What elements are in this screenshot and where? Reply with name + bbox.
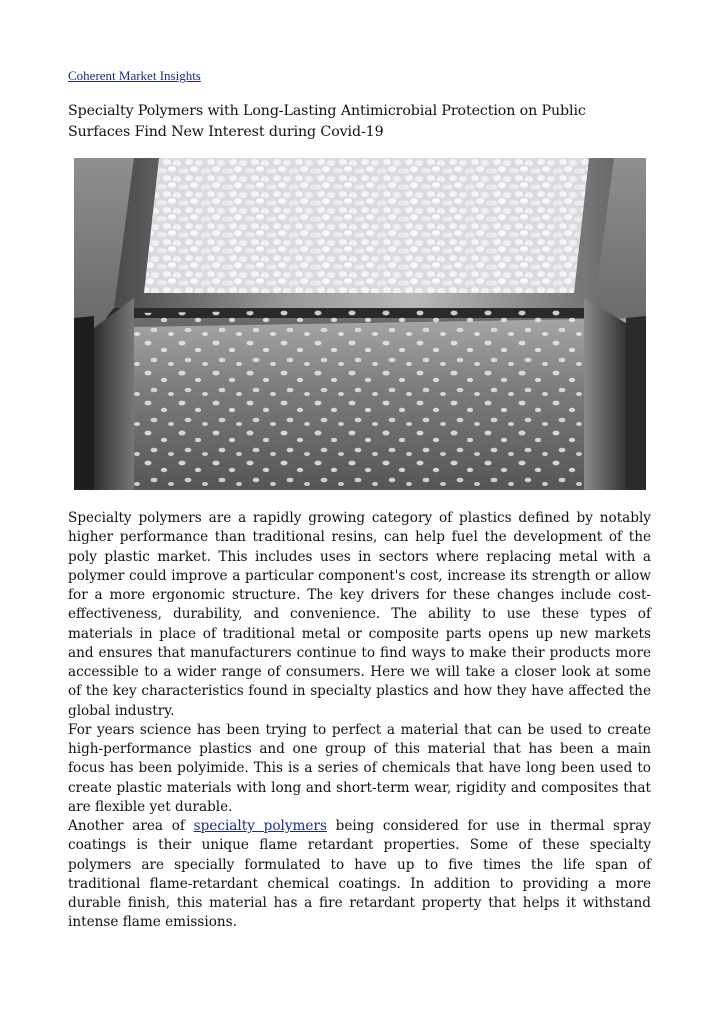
paragraph: For years science has been trying to perfect a material that can be used to create high-performance plastics and one group of this material that has been a main focus has been polyimide. This is a series of chemicals that have long been used to create plastic materials with long and short-term wear, rigidity and composites that are flexible yet durable. (68, 721, 651, 815)
paragraph-text: being considered for use in thermal spray coatings is their unique flame retardant properties. Some of these specialty polymers are specially formulated to have up to five times the life span of traditional flame-retardant chemical coatings. In addition to providing a more durable finish, this material has a fire retardant property that helps it withstand intense flame emissions. (68, 818, 651, 931)
article-title: Specialty Polymers with Long-Lasting Antimicrobial Protection on Public Surfaces Find New Interest during Covid-19 (68, 103, 586, 140)
polymer-pellets-photo (74, 158, 646, 490)
specialty-polymers-link[interactable]: specialty polymers (193, 818, 327, 834)
paragraph: Specialty polymers are a rapidly growing category of plastics defined by notably higher performance than traditional resins, can help fuel the development of the poly plastic market. This includes uses in sectors where replacing metal with a polymer could improve a particular component's cost, increase its strength or allow for a more ergonomic structure. The key drivers for these changes include cost-effectiveness, durability, and convenience. The ability to use these types of materials in place of traditional metal or composite parts opens up new markets and ensures that manufacturers continue to find ways to make their products more accessible to a wider range of consumers. Here we will take a closer look at some of the key characteristics found in specialty plastics and how they have affected the global industry. (68, 510, 651, 719)
source-link[interactable]: Coherent Market Insights (68, 68, 201, 83)
paragraph-text: Another area of (68, 818, 185, 834)
paragraph (68, 817, 651, 933)
article-body (68, 509, 651, 933)
